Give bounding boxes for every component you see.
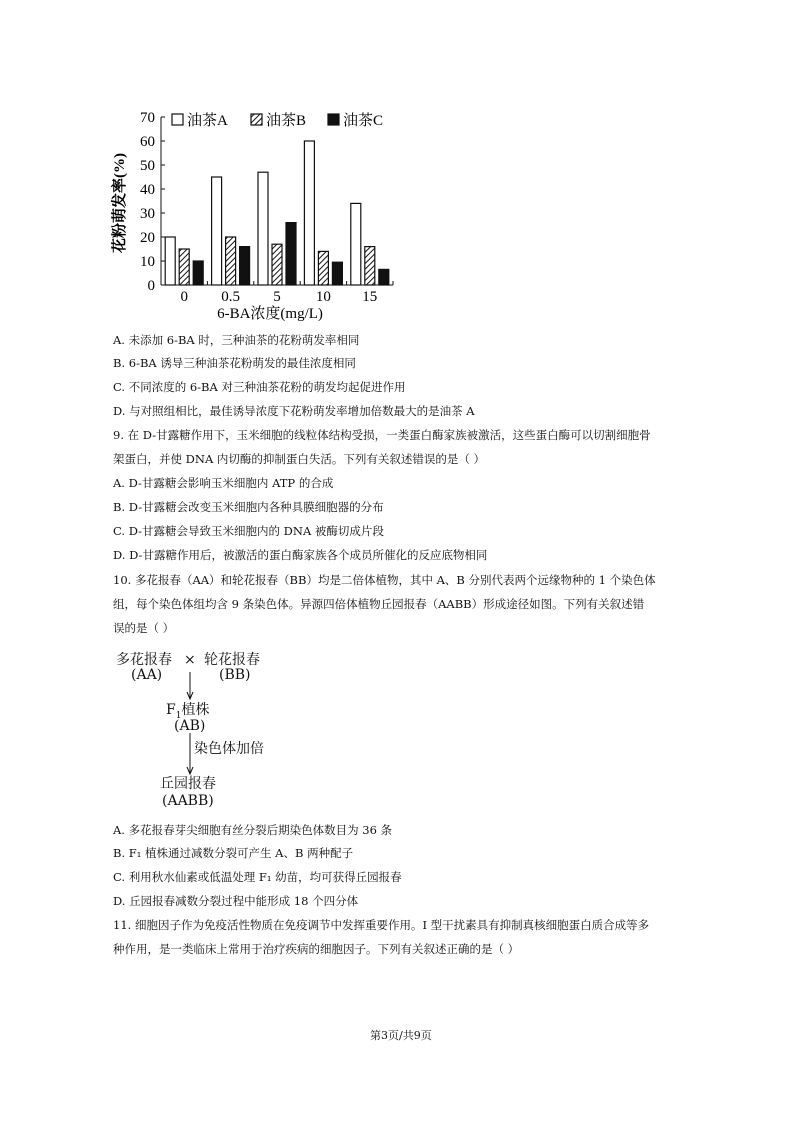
product-label: 丘园报春	[160, 776, 216, 792]
parent2-genome: (BB)	[219, 667, 251, 683]
x-tick-label: 10	[315, 289, 331, 305]
parent1-label: 多花报春	[116, 652, 172, 668]
bar-油茶B-5	[272, 244, 282, 285]
q11-stem-line1: 11. 细胞因子作为免疫活性物质在免疫调节中发挥重要作用。I 型干扰素具有抑制真核细胞蛋白质合成等多	[113, 918, 650, 932]
bar-油茶C-15	[379, 269, 389, 285]
chart-legend	[172, 111, 383, 129]
q9-option-c: C. D-甘露糖会导致玉米细胞内的 DNA 被酶切成片段	[113, 524, 384, 538]
f1-suffix: 植株	[181, 702, 210, 718]
y-tick-label: 30	[140, 206, 155, 222]
legend-swatch-油茶A	[172, 114, 183, 125]
doubling-label: 染色体加倍	[194, 741, 264, 757]
q9-option-d: D. D-甘露糖作用后，被激活的蛋白酶家族各个成员所催化的反应底物相同	[113, 548, 488, 562]
q10-option-a: A. 多花报春芽尖细胞有丝分裂后期染色体数目为 36 条	[113, 823, 393, 837]
q9-option-b: B. D-甘露糖会改变玉米细胞内各种具膜细胞器的分布	[113, 500, 384, 514]
q10-option-c: C. 利用秋水仙素或低温处理 F₁ 幼苗，均可获得丘园报春	[113, 870, 402, 884]
q10-option-d: D. 丘园报春减数分裂过程中能形成 18 个四分体	[113, 894, 359, 908]
y-tick-label: 0	[147, 278, 155, 294]
legend-swatch-油茶C	[328, 114, 339, 125]
q10-stem-line3: 误的是（ ）	[113, 621, 175, 635]
f1-genome: (AB)	[174, 718, 206, 734]
bar-油茶A-10	[304, 141, 314, 285]
q9-stem-line1: 9. 在 D-甘露糖作用下，玉米细胞的线粒体结构受损，一类蛋白酶家族被激活，这些蛋白酶可以切割细胞骨	[113, 428, 651, 442]
germination-bar-chart	[0, 0, 794, 330]
f1-letter: F	[166, 702, 176, 718]
q10-option-b: B. F₁ 植株通过减数分裂可产生 A、B 两种配子	[113, 846, 354, 860]
bar-油茶A-15	[351, 203, 361, 285]
bar-油茶C-0.5	[240, 247, 250, 285]
x-axis-label: 6-BA浓度(mg/L)	[217, 306, 323, 322]
y-tick-label: 40	[140, 182, 155, 198]
q8-option-c: C. 不同浓度的 6-BA 对三种油茶花粉的萌发均起促进作用	[113, 380, 406, 394]
q8-option-d: D. 与对照组相比，最佳诱导浓度下花粉萌发率增加倍数最大的是油茶 A	[113, 404, 475, 418]
y-tick-label: 10	[140, 254, 155, 270]
y-tick-label: 60	[140, 134, 155, 150]
legend-label: 油茶B	[266, 113, 307, 129]
product-genome: (AABB)	[162, 793, 214, 809]
y-tick-label: 70	[140, 110, 155, 126]
q8-option-a: A. 未添加 6-BA 时，三种油茶的花粉萌发率相同	[113, 333, 360, 347]
bar-油茶A-5	[258, 172, 268, 285]
bar-油茶B-0	[179, 249, 189, 285]
bar-油茶C-0	[193, 261, 203, 285]
x-tick-label: 0	[180, 289, 188, 305]
bar-油茶A-0.5	[212, 177, 222, 285]
legend-label: 油茶C	[343, 113, 384, 129]
y-axis-label: 花粉萌发率(%)	[112, 153, 128, 253]
legend-label: 油茶A	[187, 113, 228, 129]
y-tick-label: 20	[140, 230, 155, 246]
x-tick-label: 5	[273, 289, 281, 305]
parent1-genome: (AA)	[131, 667, 163, 683]
bar-油茶A-0	[165, 237, 175, 285]
bar-油茶C-5	[286, 223, 296, 285]
q9-stem-line2: 架蛋白，并使 DNA 内切酶的抑制蛋白失活。下列有关叙述错误的是（ ）	[113, 452, 486, 466]
q9-option-a: A. D-甘露糖会影响玉米细胞内 ATP 的合成	[113, 476, 334, 490]
f1-subscript: 1	[175, 710, 182, 721]
legend-swatch-油茶B	[251, 114, 262, 125]
q8-option-b: B. 6-BA 诱导三种油茶花粉萌发的最佳浓度相同	[113, 356, 356, 370]
q11-stem-line2: 种作用，是一类临床上常用于治疗疾病的细胞因子。下列有关叙述正确的是（ ）	[113, 942, 520, 956]
x-tick-label: 0.5	[221, 289, 240, 305]
arrow-to-f1	[184, 672, 196, 700]
x-tick-label: 15	[362, 289, 378, 305]
page-footer: 第3页/共9页	[370, 1029, 432, 1042]
q10-stem-line2: 组，每个染色体组均含 9 条染色体。异源四倍体植物丘园报春（AABB）形成途径如图。下列有关叙述错	[113, 597, 645, 611]
q10-stem-line1: 10. 多花报春（AA）和轮花报春（BB）均是二倍体植物，其中 A、B 分别代表两个远缘物种的 1 个染色体	[113, 573, 656, 587]
parent2-label: 轮花报春	[204, 652, 260, 668]
y-axis	[140, 110, 165, 294]
bar-油茶B-0.5	[226, 237, 236, 285]
bar-油茶B-10	[318, 251, 328, 285]
cross-symbol: ×	[184, 652, 196, 668]
bar-油茶C-10	[332, 262, 342, 285]
bars-group	[165, 141, 389, 285]
bar-油茶B-15	[365, 247, 375, 285]
y-tick-label: 50	[140, 158, 155, 174]
